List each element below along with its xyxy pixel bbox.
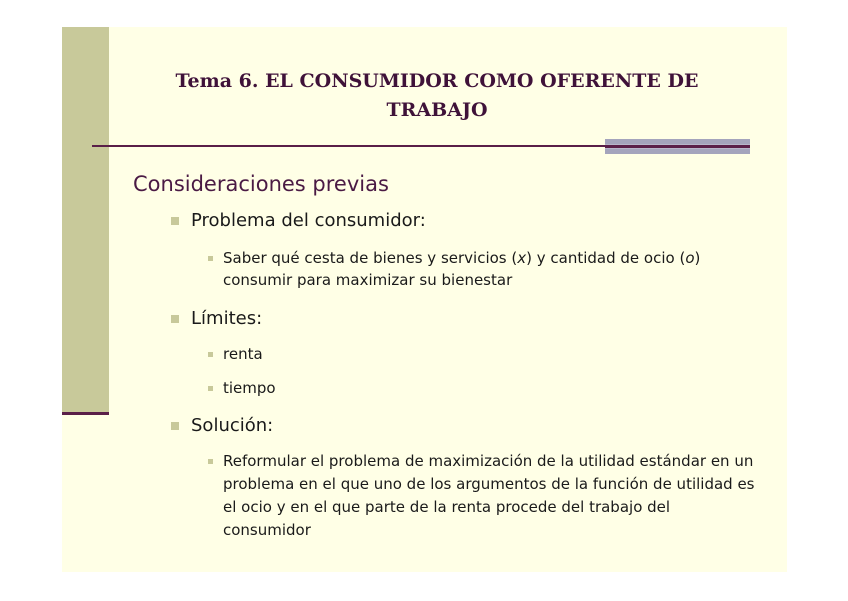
sub-bullet-text-part: ) y cantidad de ocio ( <box>526 249 686 267</box>
bullet-label: Solución: <box>191 415 274 436</box>
slide <box>62 27 787 572</box>
section-heading: Consideraciones previas <box>133 172 389 196</box>
bullet-label: Problema del consumidor: <box>191 210 426 231</box>
slide-title: Tema 6. EL CONSUMIDOR COMO OFERENTE DE TRABAJO <box>175 70 699 121</box>
small-square-bullet-icon <box>208 459 213 464</box>
title-divider-accent <box>605 139 750 154</box>
small-square-bullet-icon <box>208 386 213 391</box>
sub-bullet-text: Reformular el problema de maximización de la utilidad estándar en un problema en el que uno de los argumentos de la función de utilidad es el ocio y en el que parte de la renta procede del trabajo del consumidor <box>223 452 755 539</box>
square-bullet-icon <box>171 315 179 323</box>
square-bullet-icon <box>171 217 179 225</box>
left-bar-end-line <box>62 412 109 415</box>
variable-x: x <box>517 249 527 267</box>
sub-bullet-text: renta <box>223 345 263 363</box>
slide-body <box>133 169 758 542</box>
sub-bullet-item <box>223 450 758 542</box>
bullet-label: Límites: <box>191 308 263 329</box>
left-decorative-bar <box>62 27 109 413</box>
bullet-item-problema <box>191 209 758 233</box>
sub-bullet-text-part: ) consumir para maximizar su bienestar <box>223 249 701 289</box>
square-bullet-icon <box>171 422 179 430</box>
small-square-bullet-icon <box>208 256 213 261</box>
bullet-item-limites <box>191 307 758 331</box>
sub-bullet-item <box>223 343 758 365</box>
sub-bullet-text-part: Saber qué cesta de bienes y servicios ( <box>223 249 518 267</box>
sub-bullet-text: tiempo <box>223 379 276 397</box>
sub-bullet-item <box>223 377 758 399</box>
bullet-item-solucion <box>191 414 758 438</box>
small-square-bullet-icon <box>208 352 213 357</box>
sub-bullet-item <box>223 247 758 291</box>
variable-o: o <box>685 249 695 267</box>
